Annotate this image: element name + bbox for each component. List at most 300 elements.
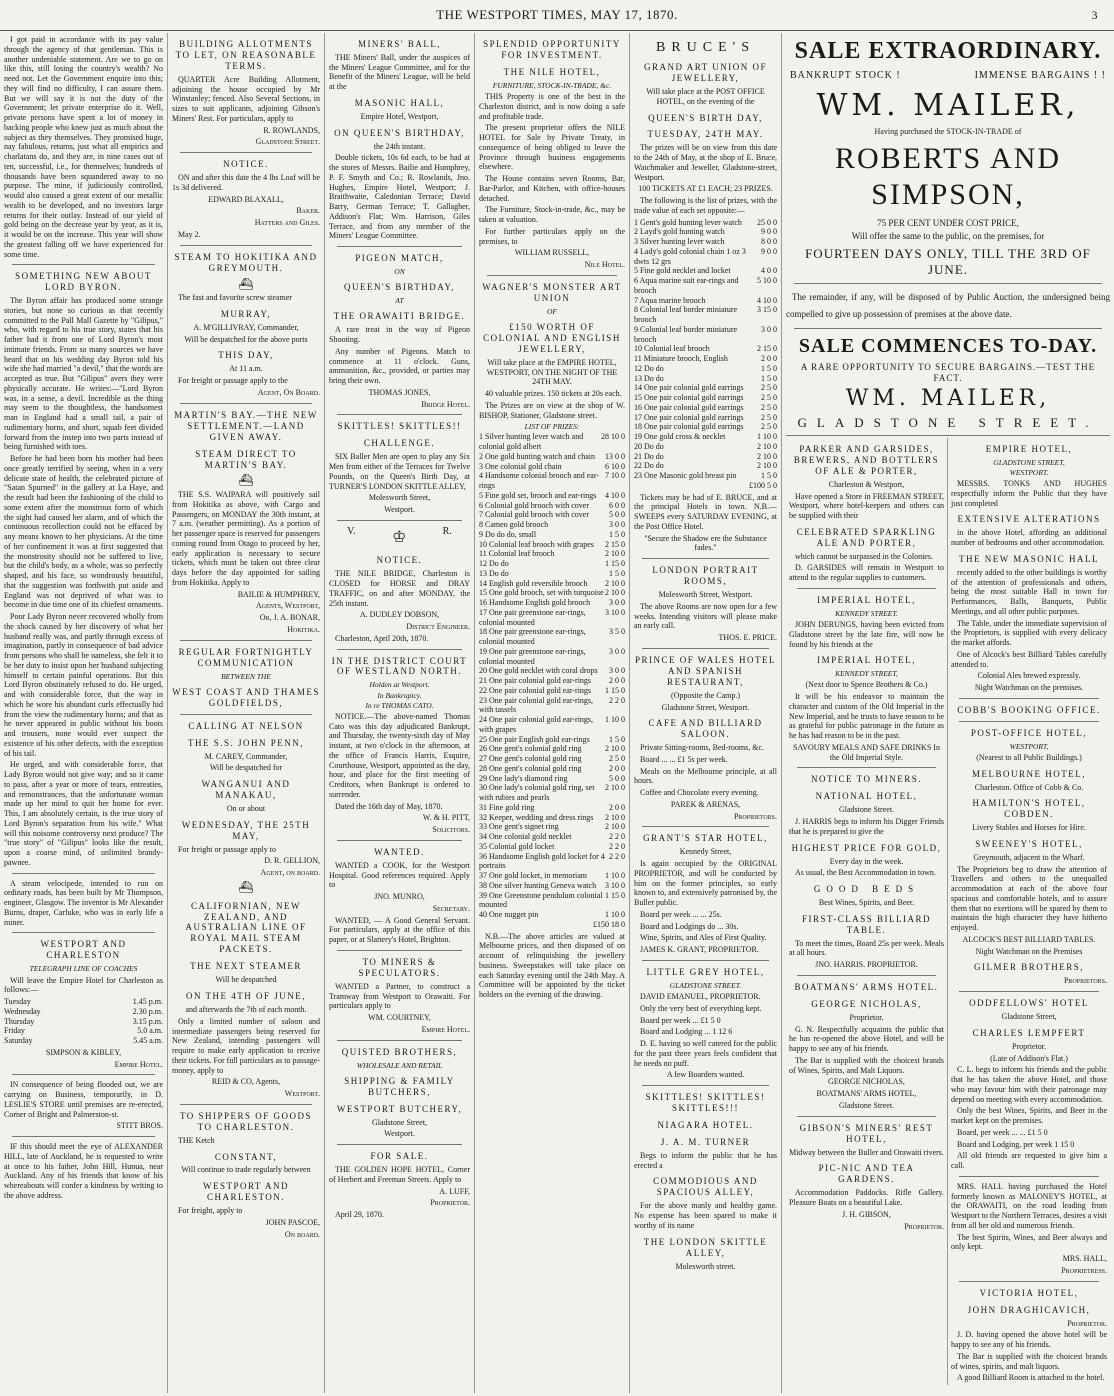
prize-value: 1 5 0 bbox=[761, 471, 777, 481]
parker-heading: PARKER AND GARSIDES, BREWERS, AND BOTTLERS OF ALE & PORTER, bbox=[793, 443, 940, 476]
national-hotel: NATIONAL HOTEL, bbox=[815, 791, 918, 802]
nile-signature: WILLIAM RUSSELL, bbox=[514, 248, 590, 258]
prize-row bbox=[479, 540, 625, 550]
empire-heading: EMPIRE HOTEL, bbox=[985, 443, 1073, 454]
good-beds: GOOD BEDS bbox=[813, 884, 920, 895]
prize-value: 3 0 0 bbox=[609, 598, 625, 608]
court-signature: W. & H. PITT, bbox=[422, 813, 470, 823]
harris-gold: HIGHEST PRICE FOR GOLD, bbox=[791, 842, 942, 853]
masonic-hall: MASONIC HALL, bbox=[354, 97, 445, 108]
prize-item: 29 One lady's diamond ring bbox=[479, 773, 568, 783]
divider bbox=[180, 714, 312, 715]
prize-row bbox=[634, 325, 777, 345]
notice-miners-heading: NOTICE TO MINERS. bbox=[811, 774, 922, 785]
prize-value: 1 10 0 bbox=[605, 715, 625, 725]
prize-item: 9 Colonial leaf border miniature brooch bbox=[634, 324, 738, 344]
partner-signature: WM. COURTNEY, bbox=[368, 1013, 431, 1023]
prize-item: 8 Colonial leaf border miniature brooch bbox=[634, 305, 738, 325]
gladstone-street: GLADSTONE STREET. bbox=[797, 414, 1099, 430]
bruce-heading: BRUCE'S bbox=[656, 40, 755, 55]
night-watchman: Night Watchman on the premises. bbox=[974, 683, 1084, 693]
nicholas-text-2: The Bar is supplied with the choicest brands of Wines, Spirits, and Malt Liquors. bbox=[789, 1055, 944, 1075]
column-6-left bbox=[786, 438, 948, 1385]
divider bbox=[180, 152, 312, 153]
prize-row bbox=[634, 383, 777, 393]
bruce-list-intro: The following is the list of prizes, with the trade value of each set opposite:— bbox=[634, 196, 777, 215]
prize-value: 2 2 0 bbox=[609, 695, 625, 705]
wagner-heading: WAGNER'S MONSTER ART UNION bbox=[482, 281, 622, 303]
bruce-quote: "Secure the Shadow ere the Substance fades." bbox=[644, 533, 767, 553]
byron-paragraph: Before he had been born his mother had been once greatly terrified by seeing, when in a very delicate state of health, the celebrated picture of "Satan Spurned" in the gallery at La Haye, and the result had been the fashioning of the child to some extent after the monstrous form of which the sight had caused her alarm, and of which the continuous recollection could not be effaced by any means known to her physicians. At the time of her confinement it was at first suggested that the monstrosity should not be suffered to live, but the child's body, as a whole, was so perfectly shaped, and his face, so wondrously beautiful, that the suggestion was forthwith put aside and England was not deprived of what was to become in due time one of its chiefest ornaments. bbox=[4, 454, 163, 610]
little-grey-location: GLADSTONE STREET. bbox=[669, 980, 742, 990]
waipara-signature: BAILIE & HUMPHREY, bbox=[237, 589, 320, 599]
divider bbox=[797, 975, 936, 976]
prize-value: 3 10 0 bbox=[605, 607, 625, 617]
flood-signature: STITT BROS. bbox=[116, 1121, 163, 1131]
prize-value: 2 10 0 bbox=[605, 549, 625, 559]
miners-ball-date: the 24th instant. bbox=[373, 141, 426, 151]
bruce-footer: Tickets may be had of E. BRUCE, and at the principal Hotels in town. N.B.—SWEEPS every SATURDAY EVENING, at the Post Office Hotel. bbox=[634, 492, 777, 531]
prize-row bbox=[479, 783, 625, 803]
parker-text-2: which cannot be surpassed in the Colonies. bbox=[795, 551, 933, 561]
empire-location: GLADSTONE STREET, bbox=[993, 457, 1065, 467]
prize-value: 1 5 0 bbox=[609, 568, 625, 578]
divider bbox=[786, 435, 1110, 436]
bruce-subheading: GRAND ART UNION OF JEWELLERY, bbox=[643, 62, 768, 84]
lempfert-board: Board, per week ... ... £1 5 0 bbox=[957, 1127, 1048, 1137]
prize-item: 40 One nugget pin bbox=[479, 910, 539, 920]
lempfert-late: (Late of Addison's Flat.) bbox=[990, 1053, 1068, 1063]
prize-row bbox=[634, 403, 777, 413]
prize-value: 3 15 0 bbox=[757, 305, 777, 315]
prize-row bbox=[479, 754, 625, 764]
prize-item: 23 One pair colonial gold ear-rings, with tassels bbox=[479, 695, 594, 715]
flood-notice: IN consequence of being flooded out, we are carrying on Business, temporarily, in D. LESLIE'S STORE until premises are re-erected, Corner of Bright and Palmerston-st. bbox=[4, 1080, 163, 1119]
bankrupt-stock: BANKRUPT STOCK ! bbox=[790, 70, 901, 82]
prize-row bbox=[479, 715, 625, 735]
prize-row bbox=[479, 910, 625, 920]
pigeon-day: QUEEN'S BIRTHDAY, bbox=[343, 282, 456, 293]
bread-notice-heading: NOTICE. bbox=[223, 159, 269, 170]
bread-notice-date: May 2. bbox=[178, 229, 201, 239]
prize-item: 7 Aqua marine brooch bbox=[634, 295, 706, 305]
prize-value: 1 5 0 bbox=[761, 363, 777, 373]
mining-article-end: I got paid in accordance with its pay value through the agency of that gentleman. This is another undeniable statement. Are we to go on like this, still losing the country's wealth? No need not. Let the Government enquire into this; they will find no difficulty, I can assure them. But we will say it is not the duty of the Government; let private enterprise do it. Well, private persons have spent a lot of money in backing people who knew just as much about the subject as they themselves. They promised huge, nay fabulous, returns, just what all empirics and charlatans do, and they are, in nine cases out of ten, successful, i.e., for themselves; hundreds of thousands have been squandered away to no purpose. The mine, if judiciously controlled, would also caused a great extent of our metallic wealth to be developed, and no investors large returns for their outlay. Instead of our yield of gold being on the decrease year by year, as it is, it would be on the increase. This year will show the greatest falling off we have experienced for some time. bbox=[4, 35, 163, 259]
bridge-signature: A. DUDLEY DOBSON, bbox=[359, 610, 440, 620]
wagner-of: OF bbox=[547, 306, 557, 316]
prize-item: 27 One gent's colonial gold ring bbox=[479, 754, 582, 764]
prize-value: 13 0 0 bbox=[605, 451, 625, 461]
prize-value: 2 10 0 bbox=[605, 783, 625, 793]
prize-item: 17 One pair colonial gold earrings bbox=[634, 412, 744, 422]
hall-signature-title: Proprietress. bbox=[1061, 1265, 1107, 1275]
prize-row bbox=[479, 871, 625, 881]
skittles-location: Molesworth Street, bbox=[368, 493, 431, 503]
nicholas-name: GEORGE NICHOLAS, bbox=[811, 998, 922, 1009]
grant-board-lodging: Board and Lodgings do ... 30s. bbox=[640, 921, 739, 931]
pow-coffee: Coffee and Chocolate every evening. bbox=[640, 788, 759, 798]
column-5 bbox=[630, 33, 782, 1393]
turner-alley-name: THE LONDON SKITTLE ALLEY, bbox=[643, 1236, 768, 1258]
pow-signature-title: Proprietors. bbox=[733, 811, 777, 821]
prize-value: 9 0 0 bbox=[761, 246, 777, 256]
prize-item: 20 Do do bbox=[634, 441, 664, 451]
prize-value: 4 10 0 bbox=[757, 295, 777, 305]
grant-location: Kennedy Street, bbox=[679, 847, 732, 857]
prize-value: 5 10 0 bbox=[757, 276, 777, 286]
imperial-heading: IMPERIAL HOTEL, bbox=[817, 594, 916, 605]
wanted-heading: WANTED. bbox=[374, 846, 425, 857]
parker-ale: CELEBRATED SPARKLING ALE AND PORTER, bbox=[796, 526, 937, 548]
prize-row bbox=[479, 608, 625, 628]
prize-item: 28 One gent's colonial gold ring bbox=[479, 763, 582, 773]
gibson-heading: GIBSON'S MINERS' REST HOTEL, bbox=[799, 1122, 934, 1144]
derungs-hotel: IMPERIAL HOTEL, bbox=[817, 655, 916, 666]
prize-value: 2 10 0 bbox=[757, 451, 777, 461]
allotments-heading: BUILDING ALLOTMENTS TO LET, ON REASONABLE TERMS. bbox=[175, 39, 317, 71]
prize-value: 2 0 0 bbox=[609, 802, 625, 812]
prize-row bbox=[479, 647, 625, 667]
shippers-heading: TO SHIPPERS OF GOODS TO CHARLESTON. bbox=[179, 1110, 313, 1132]
nicholas-signature: GEORGE NICHOLAS, bbox=[828, 1077, 905, 1087]
prize-value: 2 5 0 bbox=[609, 754, 625, 764]
london-portrait-heading: LONDON PORTRAIT ROOMS, bbox=[652, 565, 759, 587]
prize-value: 25 0 0 bbox=[757, 217, 777, 227]
prize-item: 24 One pair colonial gold ear-rings, with grapes bbox=[479, 715, 594, 734]
wm-mailer-heading-2: WM. MAILER, bbox=[845, 386, 1051, 412]
miners-ball-text: THE Miners' Ball, under the auspices of the Miners' League Committee, and for the Benefit of the Miners' League, will be held at the bbox=[329, 52, 470, 92]
prize-item: 11 Colonial leaf brooch bbox=[479, 549, 555, 559]
prize-value: 2 2 0 bbox=[609, 841, 625, 851]
waipara-signature: Or, J. A. BONAR, bbox=[259, 613, 320, 623]
divider bbox=[180, 245, 312, 246]
column-3 bbox=[325, 33, 475, 1393]
prize-row bbox=[479, 735, 625, 745]
derungs-next-door: (Next door to Spence Brothers & Co.) bbox=[805, 680, 928, 690]
prize-row bbox=[479, 588, 625, 598]
ketch-apply: For freight, apply to bbox=[178, 1206, 243, 1216]
prize-row bbox=[634, 461, 777, 471]
under-cost: 75 PER CENT UNDER COST PRICE, bbox=[877, 217, 1019, 228]
royal-cipher bbox=[329, 526, 470, 550]
gilmer-proprietors: Proprietors. bbox=[1063, 976, 1107, 986]
prize-item: 37 One gold locket, in memoriam bbox=[479, 871, 587, 881]
column-4 bbox=[475, 33, 630, 1393]
turner-location: Molesworth street. bbox=[675, 1261, 736, 1271]
prize-item: 6 Colonial gold brooch with cover bbox=[479, 500, 589, 510]
pigeon-place: THE ORAWAITI BRIDGE. bbox=[333, 311, 466, 322]
divider bbox=[12, 932, 155, 933]
bankrupt-line bbox=[790, 70, 1106, 82]
next-steamer-text: Only a limited number of saloon and intermediate passengers being reserved for New Zealand, intending passengers will require to make early application to receive their tickets. For full particulars as to passage-money, apply to bbox=[172, 1016, 320, 1075]
divider bbox=[180, 640, 312, 641]
pigeon-text: A rare treat in the way of Pigeon Shooting. bbox=[329, 325, 470, 345]
prize-row bbox=[634, 393, 777, 403]
wagner-view: The Prizes are on view at the shop of W. BISHOP, Stationer, Gladstone street. bbox=[479, 400, 625, 420]
pow-location: Gladstone Street, Westport. bbox=[661, 702, 750, 712]
john-penn-ports: WANGANUI AND MANAKAU, bbox=[201, 779, 291, 801]
prize-item: 15 One pair colonial gold earrings bbox=[634, 393, 744, 403]
lempfert-text-2: Only the best Wines, Spirits, and Beer in the market kept on the premises. bbox=[951, 1106, 1107, 1126]
little-grey-lodging: Board and Lodging ... 1 12 6 bbox=[640, 1027, 733, 1037]
grant-wine: Wine, Spirits, and Ales of First Quality. bbox=[640, 933, 767, 943]
prize-row bbox=[634, 237, 777, 247]
prize-value: 3 0 0 bbox=[609, 646, 625, 656]
melbourne-hotel: MELBOURNE HOTEL, bbox=[972, 768, 1086, 779]
prize-row bbox=[479, 832, 625, 842]
victoria-heading: VICTORIA HOTEL, bbox=[979, 1287, 1079, 1298]
prize-row bbox=[479, 530, 625, 540]
prize-row bbox=[479, 881, 625, 891]
prize-row bbox=[479, 813, 625, 823]
byron-article-heading: SOMETHING NEW ABOUT LORD BYRON. bbox=[15, 271, 152, 293]
ketch-signature: JOHN PASCOE, bbox=[265, 1217, 320, 1227]
steamer-commander: A. M'GILLIVRAY, Commander, bbox=[193, 322, 299, 332]
derungs-endeavor: It will be his endeavor to maintain the character and custom of the Old Imperial in the New Imperial, and he trusts to have reason to be as grateful for public patronage in the future as he has had reason to be in the past. bbox=[789, 692, 944, 741]
court-date: Dated the 16th day of May, 1870. bbox=[335, 801, 443, 811]
national-location: Gladstone Street. bbox=[838, 805, 895, 815]
prize-item: 14 One pair colonial gold earrings bbox=[634, 383, 744, 393]
prize-row bbox=[634, 227, 777, 237]
prize-value: 2 2 0 bbox=[609, 832, 625, 842]
steamer-apply: For freight or passage apply to the bbox=[178, 376, 288, 386]
prize-value: 2 2 0 bbox=[609, 851, 625, 861]
nile-text: THIS Property is one of the best in the Charleston district, and is now doing a safe and profitable trade. bbox=[479, 92, 625, 121]
grant-text: Is again occupied by the ORIGINAL PROPRIETOR, and will be conducted by him on the former principles, so early known to, and extensively patronised by, the Buller public. bbox=[634, 859, 777, 908]
calling-nelson: CALLING AT NELSON bbox=[188, 720, 304, 731]
prize-value: 1 15 0 bbox=[605, 890, 625, 900]
crown-crest-icon: ♔ bbox=[391, 528, 407, 546]
coach-time-row: Wednesday 2.30 p.m. bbox=[4, 1006, 163, 1016]
prize-row bbox=[479, 822, 625, 832]
nile-signature-place: Nile Hotel. bbox=[584, 260, 625, 270]
prize-item: 5 Fine gold set, brooch and ear-rings bbox=[479, 490, 597, 500]
prize-item: 8 Cameo gold brooch bbox=[479, 520, 549, 530]
prize-value: 1 5 0 bbox=[609, 734, 625, 744]
prize-value: 2 15 0 bbox=[757, 344, 777, 354]
column-1 bbox=[0, 33, 168, 1393]
parker-text: Have opened a Store in FREEMAN STREET, Westport, where hotel-keepers and others can be supplied with their bbox=[789, 491, 944, 520]
ketch-name: CONSTANT, bbox=[214, 1151, 278, 1162]
gilmer-brothers: GILMER BROTHERS, bbox=[973, 962, 1084, 973]
miners-ball-heading: MINERS' BALL, bbox=[357, 39, 442, 49]
miners-ball-location: Empire Hotel, Westport, bbox=[360, 111, 439, 121]
divider bbox=[337, 840, 462, 841]
draghicavich-text-2: The Bar is supplied with the choicest brands of wines, spirits, and malt liquors. bbox=[951, 1351, 1107, 1371]
court-text: NOTICE.—The above-named Thomas Cato was this day adjudicated Bankrupt, and Thursday, the twenty-sixth day of May instant, at two o'clock in the afternoon, at the office of Francis Harris, Esquire, Courthouse, Westport, appointed as the day, hour, and place for the first meeting of Creditors, when Bankrupt is ordered to surrender. bbox=[329, 711, 470, 799]
divider bbox=[642, 826, 769, 827]
divider bbox=[337, 1144, 462, 1145]
newspaper-columns bbox=[0, 33, 1114, 1393]
hamilton-hotel: HAMILTON'S HOTEL, COBDEN. bbox=[972, 798, 1086, 820]
newspaper-title: THE WESTPORT TIMES, MAY 17, 1870. bbox=[436, 7, 678, 22]
derungs-text: JOHN DERUNGS, having been evicted from Gladstone street by the late fire, will now be found by his friends at the bbox=[789, 620, 944, 649]
prize-value: 2 15 0 bbox=[605, 539, 625, 549]
bruce-date: TUESDAY, 24TH MAY. bbox=[647, 129, 764, 140]
john-penn-signature: Agent, on board. bbox=[260, 868, 320, 878]
column-2 bbox=[168, 33, 325, 1393]
oddfellows-heading: ODDFELLOWS' HOTEL bbox=[969, 998, 1089, 1009]
harris-times: To meet the times, Board 25s per week. Meals at all hours. bbox=[789, 938, 944, 958]
for-sale-heading: FOR SALE. bbox=[370, 1151, 429, 1162]
bread-notice-signature: EDWARD BLAXALL, bbox=[208, 194, 284, 204]
coach-signature: SIMPSON & KIBLEY, bbox=[45, 1047, 122, 1057]
next-steamer-date: ON THE 4TH OF JUNE, bbox=[185, 991, 307, 1002]
nile-text: The present proprietor offers the NILE HOTEL for Sale by Private Treaty, in consequence of being obliged to leave the Province through business engagements elsewhere. bbox=[479, 123, 625, 172]
miners-ball-day: ON QUEEN'S BIRTHDAY, bbox=[334, 127, 465, 138]
next-steamer-after: and afterwards the 7th of each month. bbox=[185, 1005, 307, 1015]
grant-board-week: Board per week ... ... 25s. bbox=[640, 909, 722, 919]
alcock-text: One of Alcock's best Billiard Tables carefully attended to. bbox=[951, 649, 1107, 669]
parker-location: Charleston & Westport, bbox=[828, 479, 905, 489]
prize-row bbox=[479, 842, 625, 852]
prize-item: 18 One pair colonial gold earrings bbox=[634, 422, 744, 432]
court-bankruptcy: In Bankruptcy. bbox=[377, 690, 422, 700]
prize-value: 2 10 0 bbox=[605, 822, 625, 832]
ketch-signature-place: On board. bbox=[284, 1229, 320, 1239]
next-steamer-signature-place: Westport. bbox=[284, 1089, 320, 1099]
prize-row bbox=[479, 686, 625, 696]
prize-row bbox=[479, 891, 625, 911]
nile-hotel-sub: FURNITURE, STOCK-IN-TRADE, &c. bbox=[492, 80, 612, 90]
prize-value: 2 5 0 bbox=[761, 393, 777, 403]
lempfert-lodging: Board and Lodging, per week 1 15 0 bbox=[957, 1139, 1075, 1149]
tonks-text: MESSRS. TONKS AND HUGHES respectfully inform the Public that they have just completed bbox=[951, 479, 1107, 508]
prize-row bbox=[479, 627, 625, 647]
divider bbox=[337, 520, 462, 521]
pow-text: Private Sitting-rooms, Bed-rooms, &c. bbox=[640, 743, 764, 753]
bruce-text: Will take place at the POST OFFICE HOTEL, on the evening of the bbox=[646, 87, 765, 106]
for-sale-text: THE GOLDEN HOPE HOTEL, Corner of Herbert and Freeman Streets. Apply to bbox=[329, 1165, 470, 1184]
will-offer: Will offer the same to the public, on the premises, for bbox=[851, 230, 1045, 241]
john-penn-despatch: Will be despatched for bbox=[209, 763, 283, 773]
pow-opposite: (Opposite the Camp.) bbox=[670, 690, 741, 700]
byron-paragraph: The Byron affair has produced some strange stories, but none so curious as that recently committed to the Pall Mall Gazette by "Gilipus," who, with regard to his true story, states that his father had it from one of Lord Byron's most intimate friends. From so many sources we have heard that on his wedding day Byron told his wife she had married "a devil," that the words are accepted as true. But "Gilipus" avers they were physically accurate. He writes:—"Lord Byron was, in a sense, a devil. Incredible as the thing may seem to the thoughtless, the handsomest man in England had a small tail, a pair of rudimentary horns, and short, squab feet divided forward from the instep into two parts instead of being furnished with toes. bbox=[4, 296, 163, 452]
prize-row bbox=[634, 432, 777, 442]
prize-list-heading: LIST OF PRIZES: bbox=[524, 422, 580, 432]
speculators-heading: TO MINERS & SPECULATORS. bbox=[358, 956, 441, 978]
prize-item: 2 One gold hunting watch and chain bbox=[479, 451, 595, 461]
harris-billiard: FIRST-CLASS BILLIARD TABLE. bbox=[802, 913, 931, 935]
bridge-signature-title: District Engineer. bbox=[406, 622, 470, 632]
empire-location-2: WESTPORT. bbox=[1009, 467, 1049, 477]
ketch-text: Will continue to trade regularly between bbox=[181, 1165, 311, 1175]
allotments-signature-place: Gladstone Street. bbox=[255, 137, 320, 147]
divider bbox=[12, 873, 155, 874]
oddfellows-location: Gladstone Street, bbox=[1001, 1012, 1057, 1022]
immense-bargains: IMMENSE BARGAINS ! ! bbox=[974, 70, 1106, 82]
wagner-total-row: £150 18 0 bbox=[593, 919, 625, 929]
lempfert-text-3: All old friends are requested to give him a call. bbox=[951, 1151, 1107, 1171]
court-re: In re THOMAS CATO. bbox=[365, 700, 434, 710]
prize-item: 35 Colonial gold locket bbox=[479, 841, 555, 851]
remainder-text: The remainder, if any, will be disposed of by Public Auction, the undersigned being compelled to give up possession of premises at the above date. bbox=[786, 291, 1110, 319]
velocipede-note: A steam velocipede, intended to run on ordinary roads, has been built by Mr Thompson, engineer, Glasgow. The inventor is Mr Alexander Burns, draper, Carluke, who was in early life a miner. bbox=[4, 878, 163, 927]
pow-cafe: CAFE AND BILLIARD SALOON. bbox=[648, 718, 763, 740]
pigeon-at: AT bbox=[395, 296, 404, 306]
divider bbox=[794, 283, 1102, 284]
for-sale-title: Proprietor. bbox=[430, 1198, 470, 1208]
divider bbox=[959, 698, 1099, 699]
new-masonic-hall: THE NEW MASONIC HALL bbox=[958, 553, 1100, 564]
picnic-heading: PIC-NIC AND TEA GARDENS. bbox=[818, 1163, 915, 1185]
hall-signature: MRS. HALL, bbox=[1062, 1254, 1107, 1264]
wanted-cook: WANTED a COOK, for the Westport Hospital. Good references required. Apply to bbox=[329, 860, 470, 890]
prize-value: 2 0 0 bbox=[609, 763, 625, 773]
prize-item: 26 One gent's colonial gold ring bbox=[479, 744, 582, 754]
fortnightly-between: BETWEEN THE bbox=[221, 671, 271, 681]
sale-commences: SALE COMMENCES TO-DAY. bbox=[798, 334, 1098, 357]
divider bbox=[642, 558, 769, 559]
ketch-ports: WESTPORT AND CHARLESTON. bbox=[202, 1181, 290, 1203]
prize-item: 34 One colonial gold necklet bbox=[479, 832, 572, 842]
turner-text: Begs to inform the public that he has erected a bbox=[634, 1150, 777, 1170]
prize-row bbox=[634, 374, 777, 384]
coach-ad-subheading: TELEGRAPH LINE OF COACHES bbox=[29, 964, 138, 974]
prize-row bbox=[479, 764, 625, 774]
prince-of-wales-heading: PRINCE OF WALES HOTEL AND SPANISH RESTAURANT, bbox=[634, 654, 777, 687]
picnic-text: Accommodation Paddocks. Rifle Gallery. Pleasure Boats on a beautiful Lake. bbox=[789, 1188, 944, 1208]
steamer-despatch: Will be despatched for the above ports bbox=[184, 334, 308, 344]
prize-value: 2 5 0 bbox=[761, 422, 777, 432]
prize-item: 36 Handsome English gold locket for 4 portraits bbox=[479, 851, 605, 871]
prize-row bbox=[479, 559, 625, 569]
next-steamer-signature: REID & CO, Agents, bbox=[211, 1077, 281, 1087]
divider bbox=[487, 275, 617, 276]
prize-value: 5 0 0 bbox=[609, 773, 625, 783]
derungs-meals: SAVOURY MEALS AND SAFE DRINKS In the Old Imperial Style. bbox=[793, 742, 940, 762]
prize-value: 28 10 0 bbox=[601, 432, 625, 442]
draghicavich-name: JOHN DRAGHICAVICH, bbox=[967, 1304, 1091, 1315]
alcock-text-2: Colonial Ales brewed expressly. bbox=[977, 671, 1081, 681]
nile-text: For further particulars apply on the premises, to bbox=[479, 226, 625, 246]
divider bbox=[959, 1281, 1099, 1282]
prize-row bbox=[634, 354, 777, 364]
prize-row bbox=[634, 296, 777, 306]
table-text: The Table, under the immediate supervision of the Proprietors, is supplied with every delicacy the market affords. bbox=[951, 618, 1107, 648]
little-grey-heading: LITTLE GREY HOTEL, bbox=[646, 966, 765, 977]
prize-item: 23 One Masonic gold breast pin bbox=[634, 471, 737, 481]
prize-value: 1 15 0 bbox=[605, 685, 625, 695]
wagner-value: £150 WORTH OF COLONIAL AND ENGLISH JEWELLERY, bbox=[483, 321, 621, 354]
grant-star-heading: GRANT'S STAR HOTEL, bbox=[643, 833, 768, 844]
wagner-text: Will take place at the EMPIRE HOTEL, WESTPORT, ON THE NIGHT OF THE 24TH MAY. bbox=[486, 357, 618, 387]
bread-notice-trade: Baker. bbox=[296, 206, 320, 216]
prize-row bbox=[634, 442, 777, 452]
prize-row bbox=[634, 452, 777, 462]
divider bbox=[337, 649, 462, 650]
alterations: EXTENSIVE ALTERATIONS bbox=[957, 514, 1101, 525]
john-penn-signature: D. R. GELLION, bbox=[264, 856, 320, 866]
prize-row bbox=[479, 579, 625, 589]
prize-value: 1 10 0 bbox=[605, 871, 625, 881]
prize-item: 31 Fine gold ring bbox=[479, 802, 535, 812]
prize-value: 4 10 0 bbox=[605, 490, 625, 500]
harris-accom: As usual, the Best Accommodation in town. bbox=[795, 868, 936, 878]
divider bbox=[642, 960, 769, 961]
little-grey-text-2: D. E. having so well catered for the public for the past three years feels confident that he needs no puff. bbox=[634, 1039, 777, 1068]
nicholas-text: G. N. Respectfully acquaints the public that he has re-opened the above Hotel, and will be happy to see any of his friends. bbox=[789, 1024, 944, 1054]
divider bbox=[337, 1040, 462, 1041]
nile-hotel-title: THE NILE HOTEL, bbox=[503, 66, 601, 77]
prize-value: 1 5 0 bbox=[761, 373, 777, 383]
post-office-nearest: (Nearest to all Public Buildings.) bbox=[976, 752, 1082, 762]
martins-bay-subheading: STEAM DIRECT TO MARTIN'S BAY. bbox=[195, 448, 297, 470]
billiard-tables: ALCOCK'S BEST BILLIARD TABLES. bbox=[962, 934, 1096, 944]
parker-text-3: D. GARSIDES will remain in Westport to attend to the regular supplies to customers. bbox=[789, 563, 944, 583]
prize-value: 8 0 0 bbox=[761, 237, 777, 247]
quisted-location: Gladstone Street, bbox=[371, 1117, 428, 1127]
